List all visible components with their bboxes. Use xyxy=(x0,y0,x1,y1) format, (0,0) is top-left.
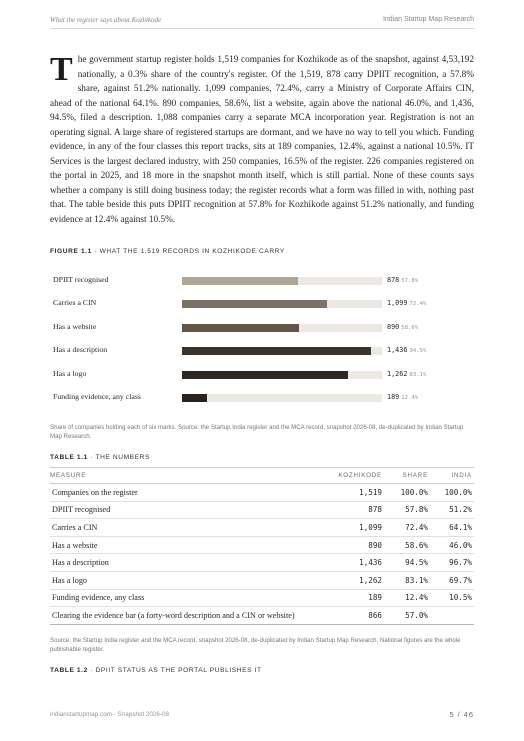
india-cell: 69.7% xyxy=(430,571,474,589)
kozhikode-cell: 890 xyxy=(320,536,384,554)
table-title-2: DPIIT STATUS AS THE PORTAL PUBLISHES IT xyxy=(95,667,262,674)
measure-cell: Clearing the evidence bar (a forty-word description and a CIN or website) xyxy=(50,607,320,625)
column-header-measure: MEASURE xyxy=(50,468,320,484)
category-label: Has a website xyxy=(53,321,97,331)
share-label: 94.5% xyxy=(409,348,427,355)
running-header xyxy=(50,16,474,28)
india-cell: 10.5% xyxy=(430,589,474,607)
figure-label: FIGURE 1.1 · WHAT THE 1,519 RECORDS IN KOZHIKODE CARRY xyxy=(50,248,285,255)
share-label: 72.4% xyxy=(409,301,427,308)
kozhikode-cell: 1,262 xyxy=(320,571,384,589)
count-label: 1,436 xyxy=(387,346,408,355)
figure-caption: Share of companies holding each of six marks. Source: the Startup India register and the MCA record, snapshot 2026-08, de-duplicated by Indian Startup Map Research. xyxy=(50,424,464,441)
table-row xyxy=(50,571,474,589)
bar-track xyxy=(182,300,382,308)
count-label: 1,099 xyxy=(387,299,408,308)
column-header-share: SHARE xyxy=(384,468,430,484)
bar xyxy=(182,347,371,355)
count-label: 878 xyxy=(387,276,400,284)
header-divider xyxy=(50,28,474,29)
bar xyxy=(182,371,348,379)
table-label-2: TABLE 1.2 · DPIIT STATUS AS THE PORTAL PUBLISHES IT xyxy=(50,667,262,674)
table-header-row xyxy=(50,468,474,484)
table-row xyxy=(50,484,474,502)
india-cell: 100.0% xyxy=(430,484,474,502)
category-label: Has a logo xyxy=(53,368,87,378)
footer-site: indianstartupmap.com · Snapshot 2026-08 xyxy=(50,711,170,718)
kozhikode-cell: 878 xyxy=(320,501,384,519)
share-cell: 100.0% xyxy=(384,484,430,502)
category-label: DPIIT recognised xyxy=(53,275,109,284)
table-row xyxy=(50,607,474,625)
share-cell: 12.4% xyxy=(384,589,430,607)
share-cell: 94.5% xyxy=(384,554,430,572)
bar-track xyxy=(182,347,382,355)
share-cell: 57.8% xyxy=(384,501,430,519)
value-label xyxy=(387,370,426,378)
india-cell: 46.0% xyxy=(430,536,474,554)
kozhikode-cell: 1,099 xyxy=(320,519,384,537)
chart-row xyxy=(50,270,474,292)
kozhikode-cell: 866 xyxy=(320,607,384,625)
measure-cell: Has a website xyxy=(50,536,320,554)
table-row xyxy=(50,536,474,554)
share-label: 12.4% xyxy=(401,395,419,401)
figure-number: FIGURE 1.1 xyxy=(50,248,92,255)
share-label: 83.1% xyxy=(409,371,427,378)
section-title: What the register says about Kozhikode xyxy=(50,16,162,24)
share-cell: 58.6% xyxy=(384,536,430,554)
bar-track xyxy=(182,371,382,379)
measure-cell: Companies on the register xyxy=(50,484,320,502)
value-label xyxy=(387,323,418,331)
bar xyxy=(182,277,298,285)
page-number: 5 / 46 xyxy=(449,710,474,719)
table-number-2: TABLE 1.2 xyxy=(50,667,88,674)
table-row xyxy=(50,519,474,537)
count-label: 1,262 xyxy=(387,369,408,378)
kozhikode-cell: 1,436 xyxy=(320,554,384,572)
count-label: 890 xyxy=(387,322,400,331)
measure-cell: Funding evidence, any class xyxy=(50,589,320,607)
share-label: 58.6% xyxy=(401,324,419,331)
numbers-table xyxy=(50,467,474,625)
measure-cell: Has a description xyxy=(50,554,320,572)
kozhikode-cell: 189 xyxy=(320,589,384,607)
kozhikode-cell: 1,519 xyxy=(320,484,384,502)
bar xyxy=(182,324,299,332)
category-label: Funding evidence, any class xyxy=(53,392,141,401)
category-label: Carries a CIN xyxy=(53,298,97,308)
chart-row xyxy=(50,293,474,315)
value-label xyxy=(387,299,426,307)
table-row xyxy=(50,589,474,607)
chart-row xyxy=(50,364,474,386)
share-cell: 72.4% xyxy=(384,519,430,537)
india-cell xyxy=(430,607,474,625)
table-row xyxy=(50,501,474,519)
share-label: 57.8% xyxy=(401,278,419,284)
paragraph-text: he government startup register holds 1,519 companies for Kozhikode as of the snapshot, against 4,53,192 nationally, a 0.3% share of the country's register. Of the 1,519, 878 carry DPIIT recognition, a 57.8% share, against 51.2% nationally. 1,099 companies, 72.4%, carry a Ministry of Corporate Affairs CIN, ahead of the national 64.1%. 890 companies, 58.6%, list a website, again above the national 46.0%, and 1,436, 94.5%, filed a description. 1,088 companies carry a separate MCA incorporation year. Registration is not an operating signal. A large share of registered startups are dormant, and we have no way to tell you which. Funding evidence, in any of the four classes this report tracks, sits at 189 companies, 12.4%, against a national 10.5%. IT Services is the largest declared industry, with 250 companies, 16.5% of the register. 226 companies registered on the portal in 2025, and 18 more in the snapshot month itself, which is still partial. None of these counts says whether a company is still doing business today; the register records what a form was filled in with, nothing past that. The table beside this puts DPIIT recognition at 57.8% for Kozhikode against 51.2% nationally, and funding evidence at 12.4% against 10.5%. xyxy=(50,55,474,226)
drop-cap: T xyxy=(50,51,73,88)
value-label xyxy=(387,276,418,284)
india-cell: 96.7% xyxy=(430,554,474,572)
share-cell: 57.0% xyxy=(384,607,430,625)
measure-cell: Carries a CIN xyxy=(50,519,320,537)
india-cell: 64.1% xyxy=(430,519,474,537)
chart-row xyxy=(50,387,474,409)
share-cell: 83.1% xyxy=(384,571,430,589)
publication-name: Indian Startup Map Research xyxy=(382,16,474,23)
chart-row xyxy=(50,340,474,362)
bar xyxy=(182,300,327,308)
bar xyxy=(182,394,207,402)
category-label: Has a description xyxy=(53,345,108,355)
table-label: TABLE 1.1 · THE NUMBERS xyxy=(50,454,151,461)
body-paragraph xyxy=(50,53,474,228)
measure-cell: Has a logo xyxy=(50,571,320,589)
bar-track xyxy=(182,324,382,332)
chart-row xyxy=(50,317,474,339)
bar-track xyxy=(182,277,382,285)
bar-chart xyxy=(50,270,474,410)
count-label: 189 xyxy=(387,393,400,401)
column-header-kozhikode: KOZHIKODE xyxy=(320,468,384,484)
bar-track xyxy=(182,394,382,402)
table-title: THE NUMBERS xyxy=(95,454,151,461)
value-label xyxy=(387,346,426,354)
measure-cell: DPIIT recognised xyxy=(50,501,320,519)
table-caption: Source: the Startup India register and the MCA record, snapshot 2026-08, de-duplicated by Indian Startup Map Research. National figures are the whole publishable register. xyxy=(50,637,461,654)
table-number: TABLE 1.1 xyxy=(50,454,88,461)
india-cell: 51.2% xyxy=(430,501,474,519)
value-label xyxy=(387,393,418,401)
column-header-india: INDIA xyxy=(430,468,474,484)
table-row xyxy=(50,554,474,572)
figure-title: WHAT THE 1,519 RECORDS IN KOZHIKODE CARRY xyxy=(99,248,285,255)
page-footer xyxy=(50,711,474,718)
